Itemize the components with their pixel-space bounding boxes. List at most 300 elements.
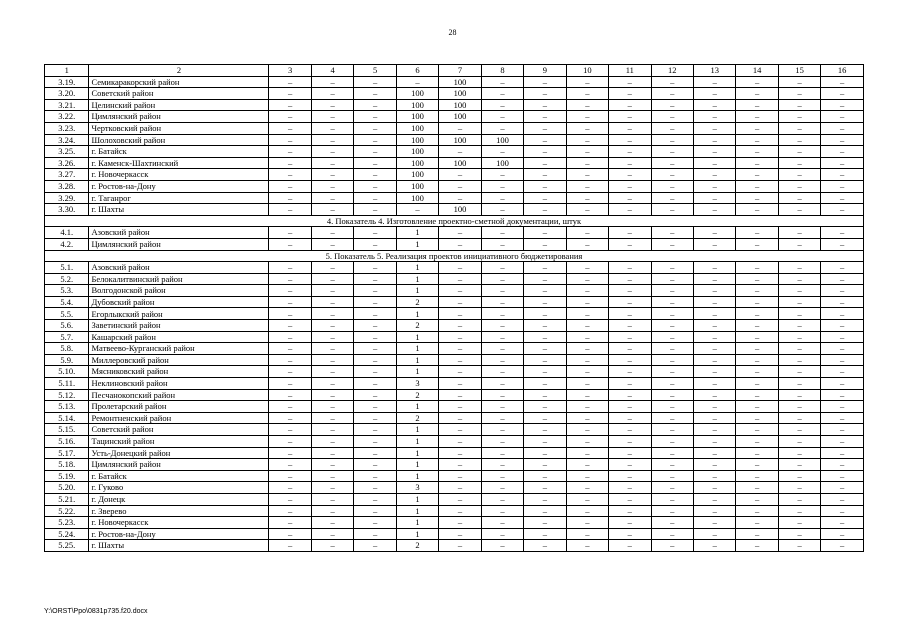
district-name: Матвеево-Курганский район <box>89 343 269 355</box>
value-cell: – <box>566 366 608 378</box>
value-cell: – <box>524 424 566 436</box>
value-cell: – <box>693 493 735 505</box>
value-cell: – <box>311 354 353 366</box>
value-cell: – <box>736 180 778 192</box>
value-cell: – <box>311 366 353 378</box>
value-cell: – <box>481 459 523 471</box>
value-cell: – <box>566 227 608 239</box>
value-cell: – <box>524 180 566 192</box>
value-cell: 2 <box>396 540 438 552</box>
row-number: 5.23. <box>45 517 89 529</box>
row-number: 5.16. <box>45 436 89 448</box>
value-cell: – <box>311 424 353 436</box>
value-cell: – <box>778 180 820 192</box>
value-cell: – <box>566 482 608 494</box>
value-cell: 100 <box>396 192 438 204</box>
value-cell: – <box>354 227 396 239</box>
value-cell: – <box>609 470 651 482</box>
row-number: 5.24. <box>45 528 89 540</box>
value-cell: – <box>566 308 608 320</box>
value-cell: – <box>609 505 651 517</box>
value-cell: 1 <box>396 401 438 413</box>
value-cell: – <box>821 320 864 332</box>
value-cell: – <box>778 482 820 494</box>
value-cell: – <box>609 111 651 123</box>
value-cell: 1 <box>396 343 438 355</box>
value-cell: – <box>481 540 523 552</box>
section-row <box>45 215 864 227</box>
column-header: 12 <box>651 65 693 77</box>
value-cell: – <box>778 204 820 216</box>
value-cell: – <box>269 273 311 285</box>
district-name: Заветинский район <box>89 320 269 332</box>
table-row <box>45 424 864 436</box>
value-cell: – <box>778 354 820 366</box>
column-header: 15 <box>778 65 820 77</box>
table-row <box>45 389 864 401</box>
value-cell: 1 <box>396 505 438 517</box>
value-cell: – <box>693 204 735 216</box>
table-row <box>45 99 864 111</box>
value-cell: – <box>609 459 651 471</box>
value-cell: – <box>269 169 311 181</box>
row-number: 5.10. <box>45 366 89 378</box>
value-cell: – <box>566 424 608 436</box>
table-row <box>45 343 864 355</box>
row-number: 5.25. <box>45 540 89 552</box>
value-cell: – <box>693 436 735 448</box>
value-cell: 1 <box>396 262 438 274</box>
value-cell: – <box>693 505 735 517</box>
value-cell: 1 <box>396 436 438 448</box>
value-cell: – <box>693 517 735 529</box>
value-cell: – <box>821 343 864 355</box>
value-cell: – <box>311 447 353 459</box>
value-cell: – <box>269 517 311 529</box>
value-cell: – <box>269 111 311 123</box>
value-cell: – <box>821 192 864 204</box>
value-cell: – <box>481 204 523 216</box>
column-header: 1 <box>45 65 89 77</box>
row-number: 3.25. <box>45 146 89 158</box>
value-cell: – <box>651 412 693 424</box>
district-name: г. Шахты <box>89 540 269 552</box>
value-cell: – <box>566 389 608 401</box>
value-cell: – <box>609 192 651 204</box>
value-cell: – <box>311 401 353 413</box>
value-cell: – <box>651 204 693 216</box>
row-number: 5.7. <box>45 331 89 343</box>
value-cell: – <box>736 88 778 100</box>
value-cell: – <box>439 354 481 366</box>
value-cell: – <box>566 192 608 204</box>
value-cell: – <box>736 401 778 413</box>
value-cell: – <box>821 227 864 239</box>
value-cell: – <box>269 146 311 158</box>
row-number: 5.15. <box>45 424 89 436</box>
column-header: 16 <box>821 65 864 77</box>
value-cell: – <box>269 470 311 482</box>
value-cell: – <box>439 401 481 413</box>
value-cell: – <box>566 146 608 158</box>
value-cell: – <box>821 99 864 111</box>
value-cell: – <box>354 122 396 134</box>
value-cell: – <box>354 447 396 459</box>
value-cell: – <box>821 528 864 540</box>
value-cell: – <box>651 459 693 471</box>
value-cell: – <box>736 238 778 250</box>
value-cell: – <box>524 111 566 123</box>
value-cell: – <box>269 238 311 250</box>
table-row <box>45 122 864 134</box>
value-cell: – <box>481 424 523 436</box>
value-cell: – <box>354 540 396 552</box>
value-cell: – <box>524 343 566 355</box>
column-header: 13 <box>693 65 735 77</box>
value-cell: – <box>311 157 353 169</box>
value-cell: – <box>439 192 481 204</box>
value-cell: – <box>609 366 651 378</box>
value-cell: – <box>481 88 523 100</box>
value-cell: – <box>821 389 864 401</box>
row-number: 3.20. <box>45 88 89 100</box>
value-cell: – <box>651 447 693 459</box>
value-cell: – <box>524 192 566 204</box>
value-cell: – <box>439 389 481 401</box>
value-cell: – <box>736 262 778 274</box>
value-cell: 1 <box>396 285 438 297</box>
value-cell: – <box>651 285 693 297</box>
value-cell: – <box>693 308 735 320</box>
table-row <box>45 401 864 413</box>
column-header: 10 <box>566 65 608 77</box>
value-cell: – <box>439 482 481 494</box>
value-cell: – <box>269 493 311 505</box>
district-name: Неклиновский район <box>89 378 269 390</box>
value-cell: – <box>736 192 778 204</box>
value-cell: – <box>481 99 523 111</box>
value-cell: – <box>566 412 608 424</box>
value-cell: – <box>651 262 693 274</box>
value-cell: – <box>354 192 396 204</box>
value-cell: – <box>778 459 820 471</box>
value-cell: – <box>651 343 693 355</box>
district-name: Ремонтненский район <box>89 412 269 424</box>
district-name: Семикаракорский район <box>89 76 269 88</box>
value-cell: 100 <box>396 134 438 146</box>
value-cell: – <box>481 389 523 401</box>
value-cell: – <box>354 320 396 332</box>
value-cell: – <box>693 122 735 134</box>
value-cell: – <box>693 459 735 471</box>
value-cell: – <box>311 308 353 320</box>
value-cell: – <box>821 354 864 366</box>
value-cell: – <box>269 308 311 320</box>
value-cell: – <box>524 528 566 540</box>
district-name: Советский район <box>89 424 269 436</box>
value-cell: – <box>693 227 735 239</box>
value-cell: – <box>651 308 693 320</box>
value-cell: – <box>439 331 481 343</box>
district-name: Азовский район <box>89 262 269 274</box>
value-cell: – <box>566 517 608 529</box>
district-name: Миллеровский район <box>89 354 269 366</box>
value-cell: – <box>481 436 523 448</box>
value-cell: 100 <box>396 169 438 181</box>
table-row <box>45 505 864 517</box>
row-number: 5.1. <box>45 262 89 274</box>
value-cell: 2 <box>396 389 438 401</box>
value-cell: 100 <box>439 157 481 169</box>
value-cell: – <box>566 180 608 192</box>
district-name: г. Новочеркасск <box>89 169 269 181</box>
row-number: 3.29. <box>45 192 89 204</box>
value-cell: – <box>566 505 608 517</box>
table-row <box>45 540 864 552</box>
value-cell: – <box>524 262 566 274</box>
value-cell: – <box>311 99 353 111</box>
value-cell: – <box>524 493 566 505</box>
value-cell: – <box>311 88 353 100</box>
value-cell: – <box>778 389 820 401</box>
value-cell: – <box>524 331 566 343</box>
value-cell: – <box>439 146 481 158</box>
district-name: г. Ростов-на-Дону <box>89 528 269 540</box>
value-cell: – <box>821 134 864 146</box>
value-cell: – <box>821 76 864 88</box>
value-cell: – <box>736 204 778 216</box>
row-number: 5.8. <box>45 343 89 355</box>
value-cell: – <box>354 378 396 390</box>
value-cell: 100 <box>481 157 523 169</box>
value-cell: – <box>481 308 523 320</box>
value-cell: – <box>481 122 523 134</box>
value-cell: – <box>651 505 693 517</box>
value-cell: – <box>821 169 864 181</box>
value-cell: – <box>439 470 481 482</box>
value-cell: – <box>821 238 864 250</box>
row-number: 5.13. <box>45 401 89 413</box>
value-cell: – <box>609 273 651 285</box>
value-cell: – <box>609 424 651 436</box>
value-cell: – <box>524 134 566 146</box>
value-cell: – <box>609 169 651 181</box>
value-cell: 100 <box>439 99 481 111</box>
value-cell: – <box>311 169 353 181</box>
value-cell: – <box>778 111 820 123</box>
value-cell: – <box>693 343 735 355</box>
value-cell: – <box>354 401 396 413</box>
value-cell: – <box>736 540 778 552</box>
value-cell: 100 <box>439 76 481 88</box>
value-cell: – <box>269 296 311 308</box>
district-name: Дубовский район <box>89 296 269 308</box>
value-cell: – <box>736 447 778 459</box>
value-cell: – <box>566 470 608 482</box>
row-number: 5.5. <box>45 308 89 320</box>
value-cell: – <box>311 412 353 424</box>
value-cell: – <box>269 505 311 517</box>
table-row <box>45 493 864 505</box>
value-cell: – <box>821 285 864 297</box>
district-name: Цимлянский район <box>89 111 269 123</box>
value-cell: – <box>439 273 481 285</box>
value-cell: – <box>354 111 396 123</box>
value-cell: – <box>566 354 608 366</box>
value-cell: – <box>693 424 735 436</box>
value-cell: – <box>481 273 523 285</box>
value-cell: – <box>693 192 735 204</box>
value-cell: – <box>778 470 820 482</box>
value-cell: – <box>311 262 353 274</box>
value-cell: – <box>269 378 311 390</box>
value-cell: – <box>778 227 820 239</box>
row-number: 5.22. <box>45 505 89 517</box>
value-cell: – <box>269 88 311 100</box>
district-name: Шолоховский район <box>89 134 269 146</box>
value-cell: – <box>778 366 820 378</box>
value-cell: 1 <box>396 273 438 285</box>
value-cell: – <box>481 192 523 204</box>
value-cell: – <box>821 412 864 424</box>
value-cell: – <box>481 180 523 192</box>
value-cell: – <box>354 436 396 448</box>
value-cell: – <box>524 76 566 88</box>
value-cell: – <box>311 111 353 123</box>
value-cell: – <box>778 169 820 181</box>
value-cell: 100 <box>396 88 438 100</box>
value-cell: – <box>354 366 396 378</box>
value-cell: – <box>566 343 608 355</box>
value-cell: – <box>481 470 523 482</box>
value-cell: – <box>651 111 693 123</box>
value-cell: – <box>821 436 864 448</box>
value-cell: – <box>481 482 523 494</box>
value-cell: – <box>311 320 353 332</box>
value-cell: – <box>566 296 608 308</box>
value-cell: – <box>439 262 481 274</box>
value-cell: – <box>693 111 735 123</box>
value-cell: – <box>609 378 651 390</box>
value-cell: – <box>736 505 778 517</box>
value-cell: – <box>269 401 311 413</box>
district-name: Белокалитвинский район <box>89 273 269 285</box>
row-number: 5.21. <box>45 493 89 505</box>
value-cell: – <box>566 378 608 390</box>
value-cell: – <box>269 528 311 540</box>
value-cell: – <box>354 389 396 401</box>
district-name: г. Гуково <box>89 482 269 494</box>
value-cell: – <box>481 493 523 505</box>
row-number: 5.17. <box>45 447 89 459</box>
value-cell: – <box>609 412 651 424</box>
value-cell: – <box>609 354 651 366</box>
value-cell: – <box>736 436 778 448</box>
value-cell: – <box>651 378 693 390</box>
value-cell: – <box>269 331 311 343</box>
value-cell: 100 <box>439 134 481 146</box>
value-cell: – <box>566 262 608 274</box>
value-cell: – <box>566 447 608 459</box>
value-cell: – <box>481 262 523 274</box>
value-cell: – <box>778 378 820 390</box>
value-cell: – <box>693 482 735 494</box>
value-cell: – <box>651 331 693 343</box>
value-cell: – <box>651 517 693 529</box>
value-cell: – <box>566 169 608 181</box>
value-cell: – <box>439 540 481 552</box>
value-cell: – <box>269 447 311 459</box>
value-cell: – <box>778 285 820 297</box>
value-cell: – <box>311 122 353 134</box>
value-cell: 2 <box>396 412 438 424</box>
value-cell: – <box>481 354 523 366</box>
value-cell: – <box>736 122 778 134</box>
value-cell: – <box>566 122 608 134</box>
value-cell: – <box>524 146 566 158</box>
value-cell: – <box>821 505 864 517</box>
value-cell: – <box>439 180 481 192</box>
value-cell: – <box>609 99 651 111</box>
row-number: 4.2. <box>45 238 89 250</box>
district-name: г. Донецк <box>89 493 269 505</box>
table-row <box>45 482 864 494</box>
value-cell: 2 <box>396 320 438 332</box>
value-cell: 2 <box>396 296 438 308</box>
value-cell: – <box>269 389 311 401</box>
value-cell: – <box>778 76 820 88</box>
value-cell: – <box>821 180 864 192</box>
table-row <box>45 436 864 448</box>
row-number: 3.30. <box>45 204 89 216</box>
table-row <box>45 180 864 192</box>
value-cell: – <box>524 470 566 482</box>
value-cell: – <box>566 99 608 111</box>
value-cell: – <box>481 320 523 332</box>
row-number: 3.27. <box>45 169 89 181</box>
row-number: 3.22. <box>45 111 89 123</box>
value-cell: – <box>693 169 735 181</box>
table-row <box>45 378 864 390</box>
value-cell: – <box>778 424 820 436</box>
value-cell: – <box>524 459 566 471</box>
table-row <box>45 146 864 158</box>
value-cell: – <box>651 157 693 169</box>
value-cell: – <box>269 192 311 204</box>
value-cell: – <box>439 424 481 436</box>
value-cell: – <box>524 378 566 390</box>
value-cell: – <box>439 528 481 540</box>
value-cell: – <box>609 88 651 100</box>
value-cell: – <box>354 528 396 540</box>
value-cell: – <box>524 447 566 459</box>
value-cell: – <box>481 285 523 297</box>
value-cell: – <box>481 378 523 390</box>
row-number: 3.24. <box>45 134 89 146</box>
table-row <box>45 296 864 308</box>
value-cell: – <box>778 192 820 204</box>
value-cell: – <box>651 366 693 378</box>
value-cell: – <box>693 389 735 401</box>
value-cell: – <box>778 412 820 424</box>
value-cell: – <box>736 134 778 146</box>
value-cell: 1 <box>396 238 438 250</box>
value-cell: 100 <box>396 180 438 192</box>
value-cell: 100 <box>439 204 481 216</box>
value-cell: – <box>439 343 481 355</box>
section-title: 5. Показатель 5. Реализация проектов инициативного бюджетирования <box>45 250 864 262</box>
district-name: Чертковский район <box>89 122 269 134</box>
